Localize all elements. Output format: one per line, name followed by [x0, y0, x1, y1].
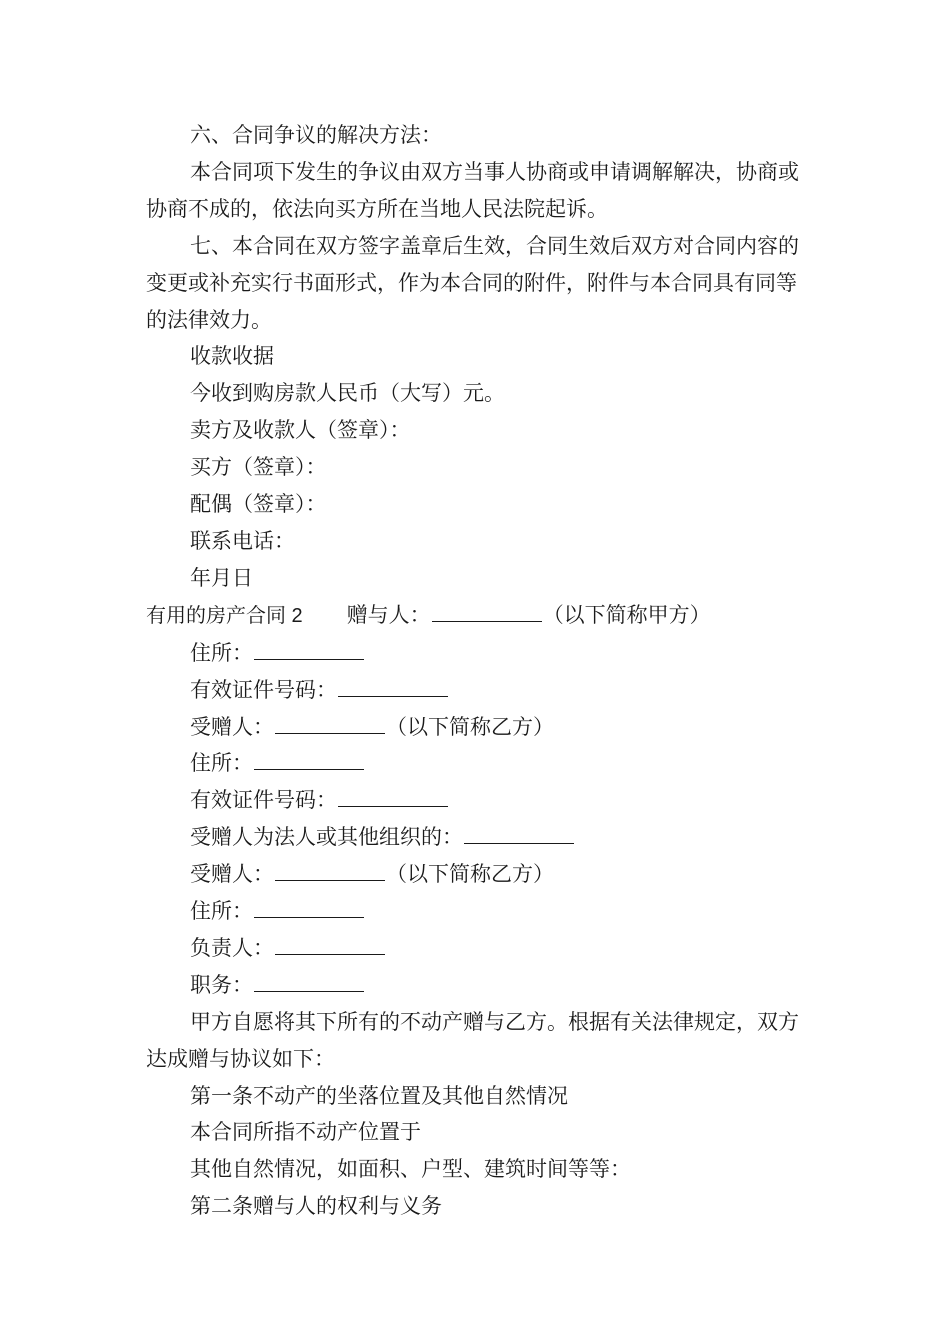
form-blank — [338, 786, 448, 807]
property-details-line: 其他自然情况，如面积、户型、建筑时间等等： — [190, 1157, 631, 1182]
form-blank — [464, 823, 574, 844]
donor-name-blank — [432, 601, 542, 622]
form-blank — [254, 639, 364, 660]
donor-id-line — [146, 672, 806, 709]
responsible-person-line — [146, 930, 806, 967]
contact-phone-line: 联系电话： — [190, 528, 295, 553]
form-label: 受赠人： — [190, 714, 274, 739]
donee-id-line — [146, 782, 806, 819]
form-label: 住所： — [190, 640, 253, 665]
form-label: 受赠人为法人或其他组织的： — [190, 825, 463, 850]
article-two-heading: 第二条赠与人的权利与义务 — [190, 1194, 442, 1219]
receipt-heading: 收款收据 — [190, 344, 274, 369]
donee-address-line — [146, 745, 806, 782]
donee-organization-line — [146, 819, 806, 856]
form-label: 负责人： — [190, 935, 274, 960]
article-one-heading: 第一条不动产的坐落位置及其他自然情况 — [190, 1083, 568, 1108]
receipt-amount-line: 今收到购房款人民币（大写）元。 — [190, 381, 505, 406]
form-label: 住所： — [190, 899, 253, 924]
form-suffix: （以下简称乙方） — [386, 714, 554, 739]
property-location-line: 本合同所指不动产位置于 — [190, 1120, 421, 1145]
donee-org-name-line — [146, 856, 806, 893]
form-blank — [338, 676, 448, 697]
paragraph-effectiveness: 七、本合同在双方签字盖章后生效，合同生效后双方对合同内容的变更或补充实行书面形式，作为本合同的附件，附件与本合同具有同等的法律效力。 — [146, 233, 799, 332]
date-line: 年月日 — [190, 565, 253, 590]
position-line — [146, 967, 806, 1004]
form-label: 受赠人： — [190, 862, 274, 887]
buyer-signature-line: 买方（签章）： — [190, 455, 327, 480]
donor-suffix: （以下简称甲方） — [542, 602, 711, 627]
donor-label: 赠与人： — [346, 602, 431, 627]
form-blank — [275, 713, 385, 734]
paragraph-donation-intent: 甲方自愿将其下所有的不动产赠与乙方。根据有关法律规定，双方达成赠与协议如下： — [146, 1009, 799, 1071]
form-blank — [254, 897, 364, 918]
paragraph-dispute-resolution: 本合同项下发生的争议由双方当事人协商或申请调解解决，协商或协商不成的，依法向买方所在当地人民法院起诉。 — [146, 159, 799, 221]
form-blank — [275, 860, 385, 881]
donee-org-address-line — [146, 893, 806, 930]
form-blank — [275, 934, 385, 955]
contract-title-line — [146, 597, 806, 635]
donee-name-line — [146, 709, 806, 746]
section-heading-dispute: 六、合同争议的解决方法： — [190, 123, 442, 147]
form-label: 有效证件号码： — [190, 788, 337, 813]
document-body — [146, 117, 806, 1225]
form-suffix: （以下简称乙方） — [386, 862, 554, 887]
donor-address-line — [146, 635, 806, 672]
form-label: 职务： — [190, 972, 253, 997]
form-label: 有效证件号码： — [190, 677, 337, 702]
form-blank — [254, 749, 364, 770]
spouse-signature-line: 配偶（签章）： — [190, 492, 327, 517]
contract-title: 有用的房产合同 2 — [146, 604, 303, 627]
form-blank — [254, 971, 364, 992]
form-label: 住所： — [190, 751, 253, 776]
seller-signature-line: 卖方及收款人（签章）： — [190, 418, 411, 443]
